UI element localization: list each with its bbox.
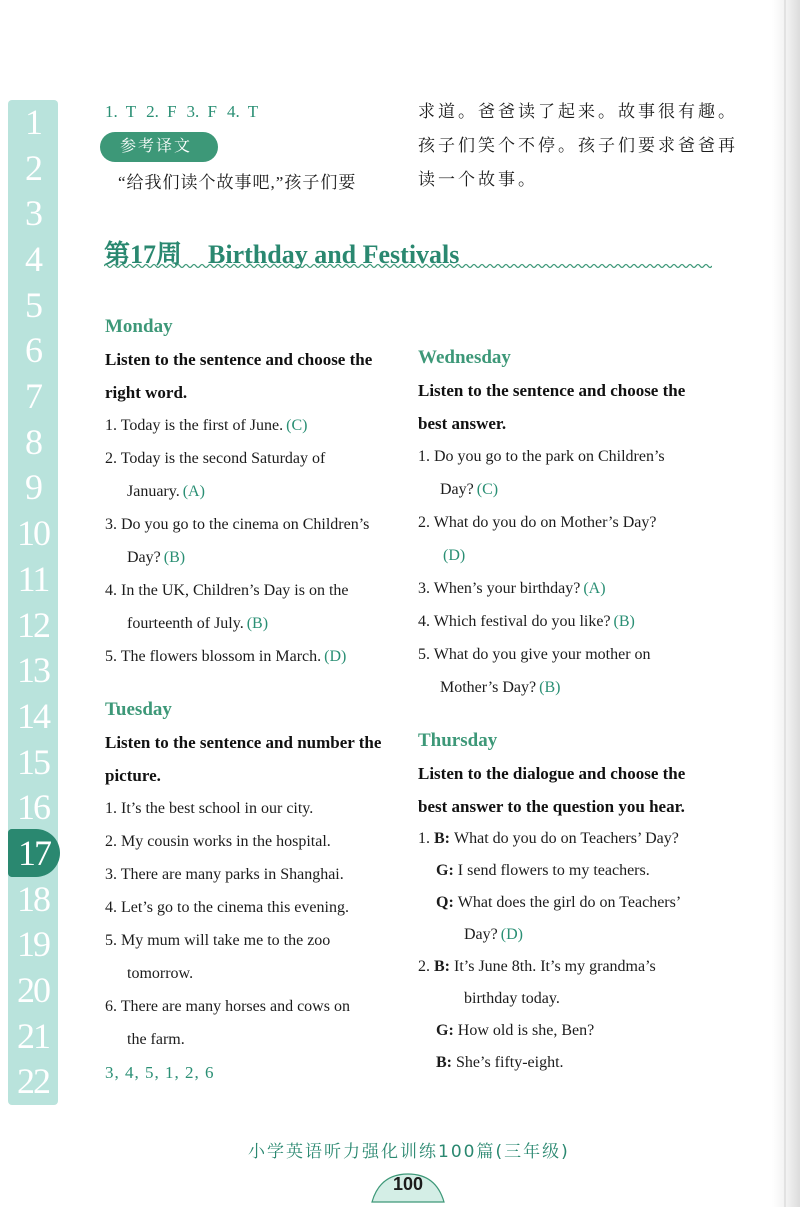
question-item bbox=[418, 605, 718, 638]
chapter-tab[interactable]: 5 bbox=[25, 284, 41, 325]
chapter-tab[interactable]: 6 bbox=[25, 330, 41, 371]
dialogue-text: birthday today. bbox=[464, 990, 560, 1007]
thursday-instruction bbox=[418, 757, 718, 823]
translation-line: 求道。爸爸读了起来。故事很有趣。 bbox=[418, 102, 738, 121]
answer-choice: (B) bbox=[613, 613, 635, 630]
tuesday-items bbox=[105, 792, 405, 1056]
wednesday-instruction bbox=[418, 374, 718, 440]
question-line: 3. There are many parks in Shanghai. bbox=[105, 866, 344, 883]
thursday-heading: Thursday bbox=[418, 730, 498, 751]
instruction-line: best answer to the question you hear. bbox=[418, 797, 685, 816]
dialogue-line bbox=[418, 887, 718, 919]
question-line: Day? (C) bbox=[440, 481, 499, 498]
question-item bbox=[418, 572, 718, 605]
chapter-tab[interactable]: 8 bbox=[25, 421, 41, 462]
question-line: 3. Do you go to the cinema on Children’s bbox=[105, 516, 370, 533]
instruction-line: Listen to the sentence and choose the bbox=[418, 381, 686, 400]
speaker-label: G: bbox=[436, 862, 458, 879]
translation-left: “给我们读个故事吧,”孩子们要 bbox=[118, 173, 357, 192]
chapter-tab[interactable]: 20 bbox=[17, 969, 49, 1010]
question-item bbox=[418, 638, 718, 704]
chapter-tab[interactable]: 1 bbox=[25, 102, 41, 142]
question-item bbox=[418, 440, 718, 506]
speaker-label: B: bbox=[436, 1054, 456, 1071]
instruction-line: Listen to the dialogue and choose the bbox=[418, 764, 686, 783]
dialogue-line bbox=[418, 983, 718, 1015]
speaker-label: Q: bbox=[436, 894, 458, 911]
dialogue-number: 1. bbox=[418, 830, 434, 847]
question-item bbox=[105, 409, 405, 442]
dialogue-line bbox=[418, 951, 718, 983]
question-item bbox=[418, 506, 718, 572]
question-line bbox=[418, 539, 718, 572]
question-line: 5. The flowers blossom in March. (D) bbox=[105, 648, 347, 665]
answer-choice: (B) bbox=[163, 549, 186, 566]
dialogue-text: It’s June 8th. It’s my grandma’s bbox=[454, 958, 656, 975]
chapter-tab[interactable]: 7 bbox=[25, 376, 41, 417]
speaker-label: G: bbox=[436, 1022, 458, 1039]
question-line: 4. In the UK, Children’s Day is on the bbox=[105, 582, 349, 599]
chapter-tab[interactable]: 21 bbox=[17, 1015, 49, 1056]
question-line: January. (A) bbox=[127, 483, 205, 500]
left-column bbox=[105, 310, 405, 1089]
chapter-tab[interactable]: 2 bbox=[25, 147, 41, 188]
speaker-label: B: bbox=[434, 830, 454, 847]
wednesday-heading: Wednesday bbox=[418, 347, 511, 368]
question-item bbox=[105, 825, 405, 858]
dialogue-text: What do you do on Teachers’ Day? bbox=[454, 830, 679, 847]
instruction-line: picture. bbox=[105, 766, 161, 785]
chapter-tab[interactable]: 12 bbox=[17, 604, 49, 645]
dialogue-text: What does the girl do on Teachers’ bbox=[457, 894, 682, 911]
answer-choice: (D) bbox=[500, 926, 523, 943]
reference-translation-badge: 参考译文 bbox=[100, 132, 218, 162]
dialogue-line bbox=[418, 1047, 718, 1079]
instruction-line: best answer. bbox=[418, 414, 507, 433]
answer-choice: (D) bbox=[443, 547, 466, 564]
chapter-tab[interactable]: 9 bbox=[25, 467, 41, 508]
dialogue-line bbox=[418, 823, 718, 855]
previous-answers bbox=[105, 102, 268, 122]
chapter-tab[interactable]: 14 bbox=[17, 695, 49, 736]
dialogue-line bbox=[418, 919, 718, 951]
answer-choice: (B) bbox=[246, 615, 269, 632]
question-line: Day? (B) bbox=[127, 549, 186, 566]
thursday-dialogue bbox=[418, 823, 718, 1079]
question-item bbox=[105, 508, 405, 574]
monday-heading: Monday bbox=[105, 316, 173, 337]
question-line: 4. Which festival do you like? (B) bbox=[418, 613, 635, 630]
wednesday-items bbox=[418, 440, 718, 704]
monday-items bbox=[105, 409, 405, 673]
question-line: the farm. bbox=[127, 1031, 185, 1048]
chapter-tab[interactable]: 22 bbox=[17, 1061, 49, 1102]
answer-item: 2. F bbox=[146, 102, 177, 121]
question-line: 1. Do you go to the park on Children’s bbox=[418, 448, 665, 465]
chapter-tab-strip bbox=[8, 100, 58, 1105]
chapter-tab-active-label: 17 bbox=[18, 833, 50, 873]
title-wave-divider bbox=[104, 262, 712, 270]
dialogue-text: I send flowers to my teachers. bbox=[457, 862, 650, 879]
answer-choice: (D) bbox=[324, 648, 347, 665]
chapter-tab[interactable]: 10 bbox=[17, 513, 49, 554]
instruction-line: Listen to the sentence and choose the bbox=[105, 350, 373, 369]
question-line: fourteenth of July. (B) bbox=[127, 615, 269, 632]
question-item bbox=[105, 858, 405, 891]
question-line: 1. It’s the best school in our city. bbox=[105, 800, 314, 817]
translation-line: 读一个故事。 bbox=[418, 170, 538, 189]
dialogue-text: She’s fifty-eight. bbox=[456, 1054, 564, 1071]
chapter-tab[interactable]: 4 bbox=[25, 239, 41, 280]
dialogue-text: Day? bbox=[464, 926, 498, 943]
question-item bbox=[105, 924, 405, 990]
tuesday-instruction bbox=[105, 726, 405, 792]
answer-item: 1. T bbox=[105, 102, 137, 121]
answer-choice: (B) bbox=[539, 679, 561, 696]
right-column bbox=[418, 341, 718, 1079]
question-line: 1. Today is the first of June. (C) bbox=[105, 417, 308, 434]
chapter-tab[interactable]: 16 bbox=[17, 787, 49, 828]
chapter-tab[interactable]: 3 bbox=[25, 193, 41, 234]
translation-right bbox=[418, 95, 738, 197]
question-item bbox=[105, 442, 405, 508]
question-line: 4. Let’s go to the cinema this evening. bbox=[105, 899, 349, 916]
dialogue-number: 2. bbox=[418, 958, 434, 975]
question-line: 5. What do you give your mother on bbox=[418, 646, 651, 663]
answer-choice: (A) bbox=[583, 580, 606, 597]
dialogue-text: How old is she, Ben? bbox=[457, 1022, 595, 1039]
tuesday-answer-sequence: 3, 4, 5, 1, 2, 6 bbox=[105, 1063, 215, 1082]
question-line: Mother’s Day? (B) bbox=[440, 679, 561, 696]
question-line: 3. When’s your birthday? (A) bbox=[418, 580, 606, 597]
answer-choice: (C) bbox=[476, 481, 499, 498]
question-item bbox=[105, 574, 405, 640]
question-line: 2. What do you do on Mother’s Day? bbox=[418, 514, 657, 531]
chapter-tab-active[interactable] bbox=[8, 829, 60, 877]
book-title-footer: 小学英语听力强化训练100篇(三年级) bbox=[248, 1142, 570, 1162]
instruction-line: right word. bbox=[105, 383, 188, 402]
answer-item: 4. T bbox=[227, 102, 259, 121]
page-number: 100 bbox=[392, 1174, 424, 1194]
question-item bbox=[105, 891, 405, 924]
translation-line: 孩子们笑个不停。孩子们要求爸爸再 bbox=[418, 136, 738, 155]
page-shadow bbox=[772, 0, 800, 1207]
question-line: 2. My cousin works in the hospital. bbox=[105, 833, 331, 850]
dialogue-line bbox=[418, 855, 718, 887]
chapter-tab[interactable]: 18 bbox=[17, 878, 49, 919]
question-item bbox=[105, 990, 405, 1056]
answer-item: 3. F bbox=[186, 102, 218, 121]
week-number: 第17周 bbox=[104, 240, 183, 269]
question-item bbox=[105, 792, 405, 825]
chapter-tab[interactable]: 11 bbox=[17, 558, 49, 599]
speaker-label: B: bbox=[434, 958, 454, 975]
chapter-tab[interactable]: 19 bbox=[17, 924, 49, 965]
week-name: Birthday and Festivals bbox=[208, 240, 460, 269]
page-edge bbox=[784, 0, 786, 1207]
answer-choice: (C) bbox=[286, 417, 308, 434]
dialogue-line bbox=[418, 1015, 718, 1047]
question-line: 2. Today is the second Saturday of bbox=[105, 450, 326, 467]
answer-choice: (A) bbox=[182, 483, 205, 500]
chapter-tab[interactable]: 13 bbox=[17, 650, 49, 691]
chapter-tab[interactable]: 15 bbox=[17, 741, 49, 782]
question-line: tomorrow. bbox=[127, 965, 194, 982]
question-item bbox=[105, 640, 405, 673]
tuesday-heading: Tuesday bbox=[105, 699, 172, 720]
question-line: 5. My mum will take me to the zoo bbox=[105, 932, 331, 949]
question-line: 6. There are many horses and cows on bbox=[105, 998, 350, 1015]
instruction-line: Listen to the sentence and number the bbox=[105, 733, 382, 752]
monday-instruction bbox=[105, 343, 405, 409]
